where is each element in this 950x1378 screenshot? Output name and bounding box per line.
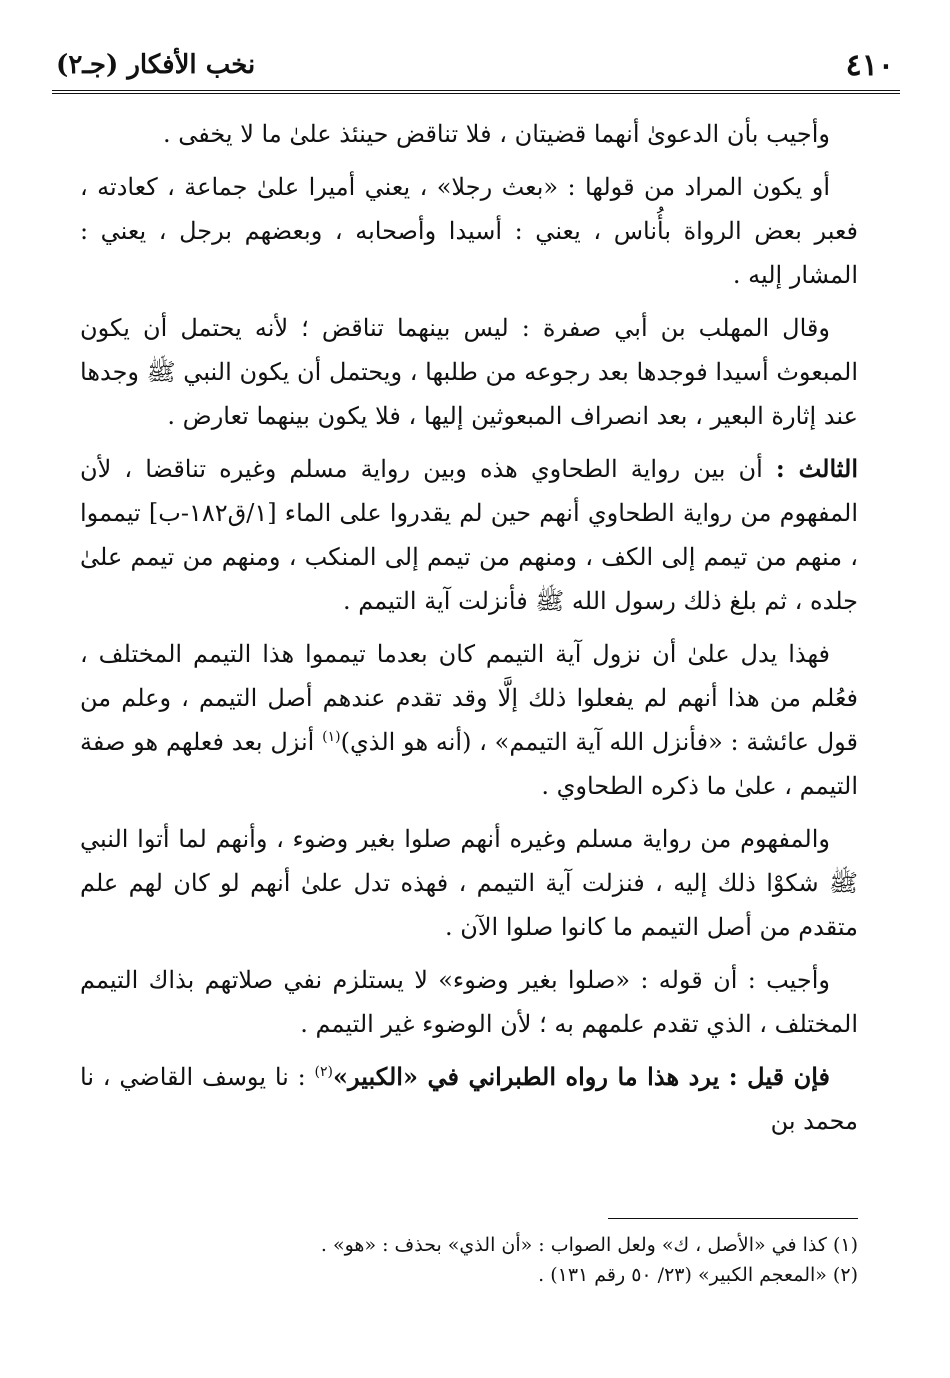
footnote-marker: (٢) xyxy=(314,1064,333,1080)
footnote: (١) كذا في «الأصل ، ك» ولعل الصواب : «أن الذي» بحذف : «هو» . xyxy=(320,1234,858,1256)
paragraph-text: أو يكون المراد من قولها : «بعث رجلا» ، يعني أميرا علىٰ جماعة ، كعادته ، فعبر بعض الرواة بأُناس ، يعني : أسيدا وأصحابه ، وبعضهم برجل ، يعني : المشار إليه . xyxy=(80,173,858,289)
paragraph xyxy=(80,165,858,297)
book-title: نخب الأفكار (جـ٢) xyxy=(56,50,256,80)
paragraph xyxy=(80,112,858,156)
paragraph xyxy=(80,447,858,623)
body-text xyxy=(80,112,858,1152)
paragraph-text: : نا يوسف القاضي ، نا محمد بن xyxy=(80,1063,858,1135)
paragraph-text: والمفهوم من رواية مسلم وغيره أنهم صلوا بغير وضوء ، وأنهم لما أتوا النبي ﷺ شكوْا ذلك إليه ، فنزلت آية التيمم ، فهذه تدل علىٰ أنهم لو كان لهم علم متقدم من أصل التيمم ما كانوا صلوا الآن . xyxy=(80,825,858,941)
footnotes xyxy=(80,1230,858,1290)
paragraph xyxy=(80,632,858,808)
paragraph xyxy=(80,958,858,1046)
paragraph-text: وقال المهلب بن أبي صفرة : ليس بينهما تناقض ؛ لأنه يحتمل أن يكون المبعوث أسيدا فوجدها بعد رجوعه من طلبها ، ويحتمل أن يكون النبي ﷺ وجدها عند إثارة البعير ، بعد انصراف المبعوثين إليها ، فلا يكون بينهما تعارض . xyxy=(80,314,858,430)
paragraph-text-continued: أنزل بعد فعلهم هو صفة التيمم ، علىٰ ما ذكره الطحاوي . xyxy=(80,728,858,800)
footnote-marker: (١) xyxy=(322,729,341,745)
paragraph xyxy=(80,306,858,438)
paragraph-text: وأجيب بأن الدعوىٰ أنهما قضيتان ، فلا تناقض حينئذ علىٰ ما لا يخفى . xyxy=(163,120,830,148)
footnote: (٢) «المعجم الكبير» (٢٣/ ٥٠ رقم ١٣١) . xyxy=(538,1264,858,1286)
footnote-rule xyxy=(608,1218,858,1219)
paragraph-text: أن بين رواية الطحاوي هذه وبين رواية مسلم وغيره تناقضا ، لأن المفهوم من رواية الطحاوي أنهم حين لم يقدروا على الماء [١/ق١٨٢-ب] تيمموا ، منهم من تيمم إلى الكف ، ومنهم من تيمم إلى المنكب ، ومنهم من تيمم علىٰ جلده ، ثم بلغ ذلك رسول الله ﷺ فأنزلت آية التيمم . xyxy=(80,455,859,615)
paragraph xyxy=(80,1055,858,1143)
header-rule xyxy=(52,90,900,94)
paragraph-heading: الثالث : xyxy=(775,454,858,483)
paragraph-text: وأجيب : أن قوله : «صلوا بغير وضوء» لا يستلزم نفي صلاتهم بذاك التيمم المختلف ، الذي تقدم علمهم به ؛ لأن الوضوء غير التيمم . xyxy=(80,966,858,1038)
paragraph-heading: فإن قيل : يرد هذا ما رواه الطبراني في «الكبير» xyxy=(332,1062,831,1091)
paragraph xyxy=(80,817,858,949)
paragraph-text: فهذا يدل علىٰ أن نزول آية التيمم كان بعدما تيمموا هذا التيمم المختلف ، فعُلم من هذا أنهم لم يفعلوا ذلك إلَّا وقد تقدم عندهم أصل التيمم ، وعلم من قول عائشة : «فأنزل الله آية التيمم» ، (أنه هو الذي) xyxy=(80,640,858,756)
page-header xyxy=(52,42,900,94)
page-number: ٤١٠ xyxy=(845,48,894,83)
